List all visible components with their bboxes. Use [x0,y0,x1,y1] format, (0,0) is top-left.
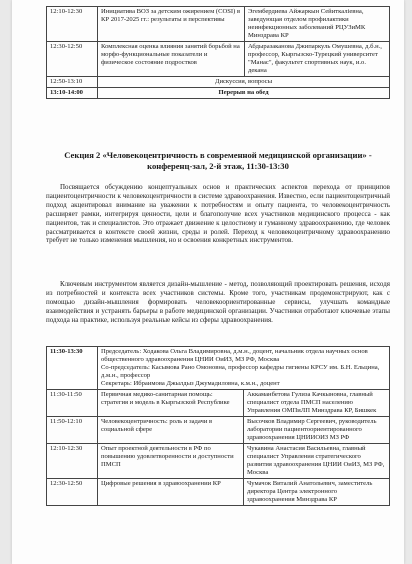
chairs-cell [98,347,390,390]
section-description-paragraph: Посвящается обсуждению концептуальных основ и практических аспектов перехода от принципов пациентоцентричности к человекоцентричности в системе здравоохранения. Известно, если пациентоцентричный подход акцентировал внимание на уважении к потребностям и опыту пациента, то человекоцентричность расширяет рамки, интегрируя ценности, цели и благополучие всех участников медицинского процесса - как пациентов, так и специалистов. Это отражает движение к целостному и гуманному здравоохранению, где человек рассматривается в контексте своей жизни, среды и ролей. Переход к человекоцентричному здравоохранению требует не только изменения мышления, но и освоения конкретных инструментов. [46,183,390,245]
speaker-cell: Эгембердиева Айжаркын Сейиткаліевна, заведующая отделом профилактики неинфекционных заболеваний РЦУЗиМК Минздрава КР [245,7,390,42]
talk-title: Опыт проектной деятельности в РФ по повышению удовлетворенности и доступности ПМСП [98,444,244,479]
co-chair-line: Со-председатель: Касымова Рано Омоновна, профессор кафедры гигиены КРСУ им. Б.Н. Ельцина, д.м.н., профессор [101,364,380,379]
time-cell: 12:10-12:30 [47,444,98,479]
time-cell: 12:10-12:30 [47,7,98,42]
table-row [47,390,390,417]
discussion-cell: Дискуссия, вопросы [98,77,390,88]
speaker-cell: Аккаманбетова Гулиза Качкыновна, главный специалист отдела ПМСП населению Управления ОМПиЛП Минздрава КР, Бишкек [244,390,390,417]
time-cell: 13:10-14:00 [47,88,98,99]
time-cell: 11:30-11:50 [47,390,98,417]
talk-title: Человекоцентричность: роль и задачи в социальной сфере [98,417,244,444]
table-row [47,88,390,99]
talk-title: Цифровые решения в здравоохранении КР [98,479,244,506]
speaker-cell: Чукавина Анастасия Васильевна, главный специалист Управления стратегического развития здравоохранения ЦНИИ ОиИЗ, МЗ РФ, Москва [244,444,390,479]
table-row [47,77,390,88]
time-cell: 12:50-13:10 [47,77,98,88]
schedule-table-bottom [46,346,390,506]
section-description-paragraph: Ключевым инструментом является дизайн-мышление - метод, позволяющий проектировать решения, исходя из потребностей и контекста всех участников системы. Кроме того, участникам продемонстрируют, как с помощью дизайн-мышления формировать человекоориентированные сервисы, улучшать командные взаимодействия и устранять барьеры в работе медицинской организации. Участники отработают ключевые этапы подхода на практике, используя реальные кейсы из сферы здравоохранения. [46,280,390,324]
speaker-cell: Абдыразаканова Джипаркуль Омушевна, д.б.н., профессор, Кыргызско-Турецкий университет "Манас", факультет спортивных наук, и.о. декана [245,42,390,77]
speaker-cell: Чумачок Виталий Анатольевич, заместитель директора Центра электронного здравоохранения Минздрава КР [244,479,390,506]
time-cell: 11:50-12:10 [47,417,98,444]
time-cell: 12:30-12:50 [47,479,98,506]
chair-line: Председатель: Ходакова Ольга Владимировна, д.м.н., доцент, начальник отдела научных основ общественного здравоохранения ЦНИИ ОиИЗ, МЗ РФ, Москва [101,348,368,363]
talk-title: Первичная медико-санитарная помощь: стратегия и модель в Кыргызской Республике [98,390,244,417]
table-row [47,444,390,479]
table-row [47,479,390,506]
document-page [12,0,404,564]
speaker-cell: Высочков Владимир Сергеевич, руководитель лаборатории пациентоориентированного здравоохранения ЦНИИОИЗ МЗ РФ [244,417,390,444]
talk-title: Комплексная оценка влияния занятий борьбой на морфо-функциональные показатели и физическое состояние подростков [98,42,245,77]
table-row [47,417,390,444]
section-title: Секция 2 «Человекоцентричность в современной медицинской организации» - конференц-зал, 2-й этаж, 11:30-13:30 [64,150,372,171]
table-row [47,42,390,77]
lunch-break-cell: Перерыв на обед [98,88,390,99]
table-row [47,7,390,42]
schedule-table-top [46,6,390,99]
time-cell: 12:30-12:50 [47,42,98,77]
table-row [47,347,390,390]
time-cell: 11:30-13:30 [47,347,98,390]
talk-title: Инициатива ВОЗ за детским ожирением (COSI) в КР 2017-2025 гг.: результаты и перспективы [98,7,245,42]
secretary-line: Секретарь: Ибраимова Джылдыз Джумадиловна, к.м.н., доцент [101,380,280,387]
